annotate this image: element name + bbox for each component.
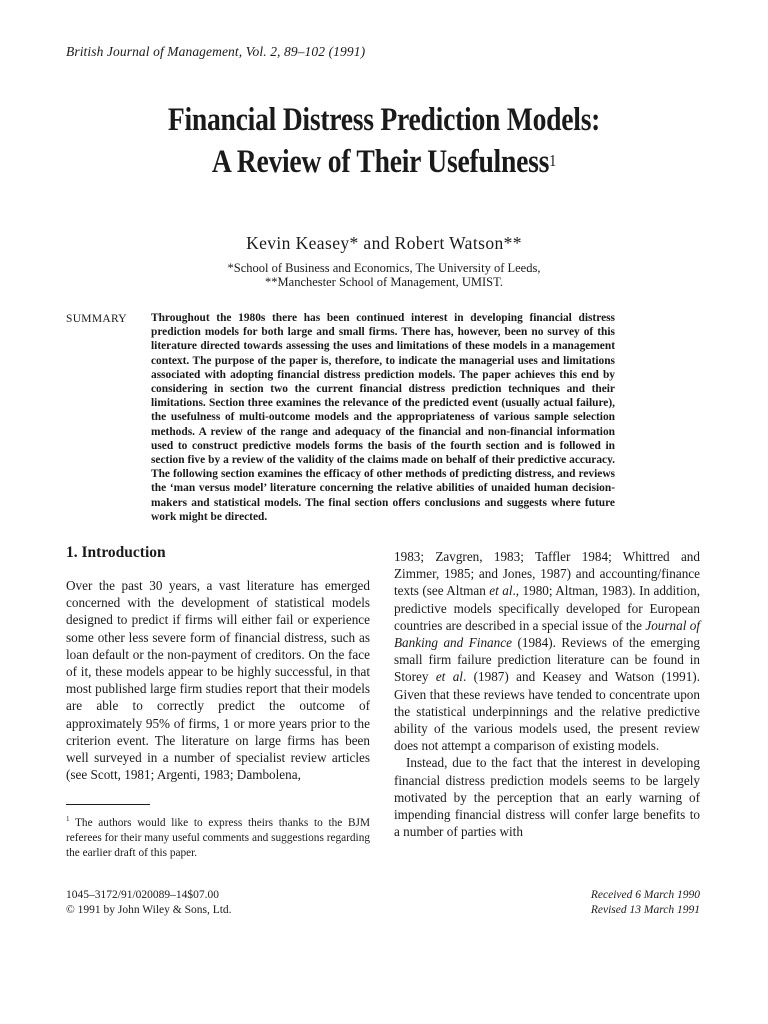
authors: Kevin Keasey* and Robert Watson** xyxy=(246,233,522,253)
footnote-divider xyxy=(66,804,150,805)
intro-paragraph-left: Over the past 30 years, a vast literature has emerged concerned with the development of statistical models designed to predict if firms will either fail or experience some other less severe form of financial distress, such as loan default or the non-payment of creditors. On the face of it, these models appear to be highly successful, in that most published large firm studies report that their models are able to correctly predict the outcome of approximately 95% of firms, 1 or more years prior to the criterion event. The literature on large firms has been well surveyed in a number of specialist review articles (see Scott, 1981; Argenti, 1983; Dambolena, xyxy=(66,578,370,783)
affiliation-umist: **Manchester School of Management, UMIST. xyxy=(265,275,503,289)
title-line-1 xyxy=(109,100,660,141)
text-run: 1983; Zavgren, 1983; Taffler 1984; Whittred and Zimmer, 1985; and Jones, 1987) and accounting/finance texts (see Altman xyxy=(394,549,700,599)
copyright: © 1991 by John Wiley & Sons, Ltd. xyxy=(66,904,232,916)
summary-text: Throughout the 1980s there has been continued interest in developing financial distress prediction models for both large and small firms. There has, however, been no survey of this literature directed towards assessing the uses and limitations of these models in a management context. The purpose of the paper is, therefore, to indicate the managerial uses and limitations associated with adopting financial distress prediction models. The paper achieves this end by considering in section two the current financial distress prediction techniques and their limitations. Section three examines the relevance of the predicted event (usually actual failure), the usefulness of multi-outcome models and the appropriateness of various sample selection methods. A review of the range and adequacy of the financial and non-financial information used to construct predictive models forms the basis of the fourth section and is followed in section five by a review of the validity of the claims made on behalf of their predictive accuracy. The following section examines the efficacy of other methods of predicting distress, and reviews the ‘man versus model’ literature concerning the relative abilities of unaided human decision-makers and statistical models. The final section offers conclusions and suggests where future work might be directed. xyxy=(151,312,615,523)
issn-code: 1045–3172/91/020089–14$07.00 xyxy=(66,889,220,901)
left-column xyxy=(66,544,370,783)
text-run: (1984). Reviews of the emerging small firm failure prediction literature can be found in Storey xyxy=(394,635,701,685)
journal-reference: British Journal of Management, Vol. 2, 89–102 (1991) xyxy=(66,44,366,59)
italic-et-al: et al xyxy=(435,669,463,685)
footnote xyxy=(66,812,370,861)
intro-paragraph-right-2: Instead, due to the fact that the interest in developing financial distress prediction models seems to be largely motivated by the perception that an early warning of impending financial distress will confer large benefits to a number of parties with xyxy=(394,755,700,840)
footnote-text: The authors would like to express theirs thanks to the BJM referees for their many useful comments and suggestions regarding the earlier draft of this paper. xyxy=(66,816,370,859)
title-line-2-text: A Review of Their Usefulness xyxy=(211,144,550,180)
footnote-mark: 1 xyxy=(66,815,70,823)
dates-block xyxy=(591,888,700,918)
title-footnote-mark: 1 xyxy=(549,151,557,170)
right-column xyxy=(394,548,700,840)
received-date: Received 6 March 1990 xyxy=(590,889,700,901)
italic-et-al: et al xyxy=(489,583,513,599)
text-run: . (1987) and Keasey and Watson (1991). Given that these reviews have tended to concentrate upon the statistical underpinnings and the relative predictive ability of the various models used, the present review does not attempt a comparison of existing models. xyxy=(394,669,700,754)
section-heading-introduction: 1. Introduction xyxy=(66,544,166,561)
revised-date: Revised 13 March 1991 xyxy=(590,904,700,916)
issn-block xyxy=(66,888,232,918)
affiliation-leeds: *School of Business and Economics, The University of Leeds, xyxy=(227,261,541,275)
summary-label: SUMMARY xyxy=(66,313,127,325)
italic-journal-name: Journal of Banking and Finance xyxy=(394,617,700,651)
title-line-2 xyxy=(109,142,660,183)
intro-paragraph-right-1 xyxy=(394,548,700,754)
title-line-1-text: Financial Distress Prediction Models: xyxy=(167,102,601,138)
text-run: ., 1980; Altman, 1983). In addition, predictive models specifically developed for European countries are described in a special issue of the xyxy=(394,583,701,633)
